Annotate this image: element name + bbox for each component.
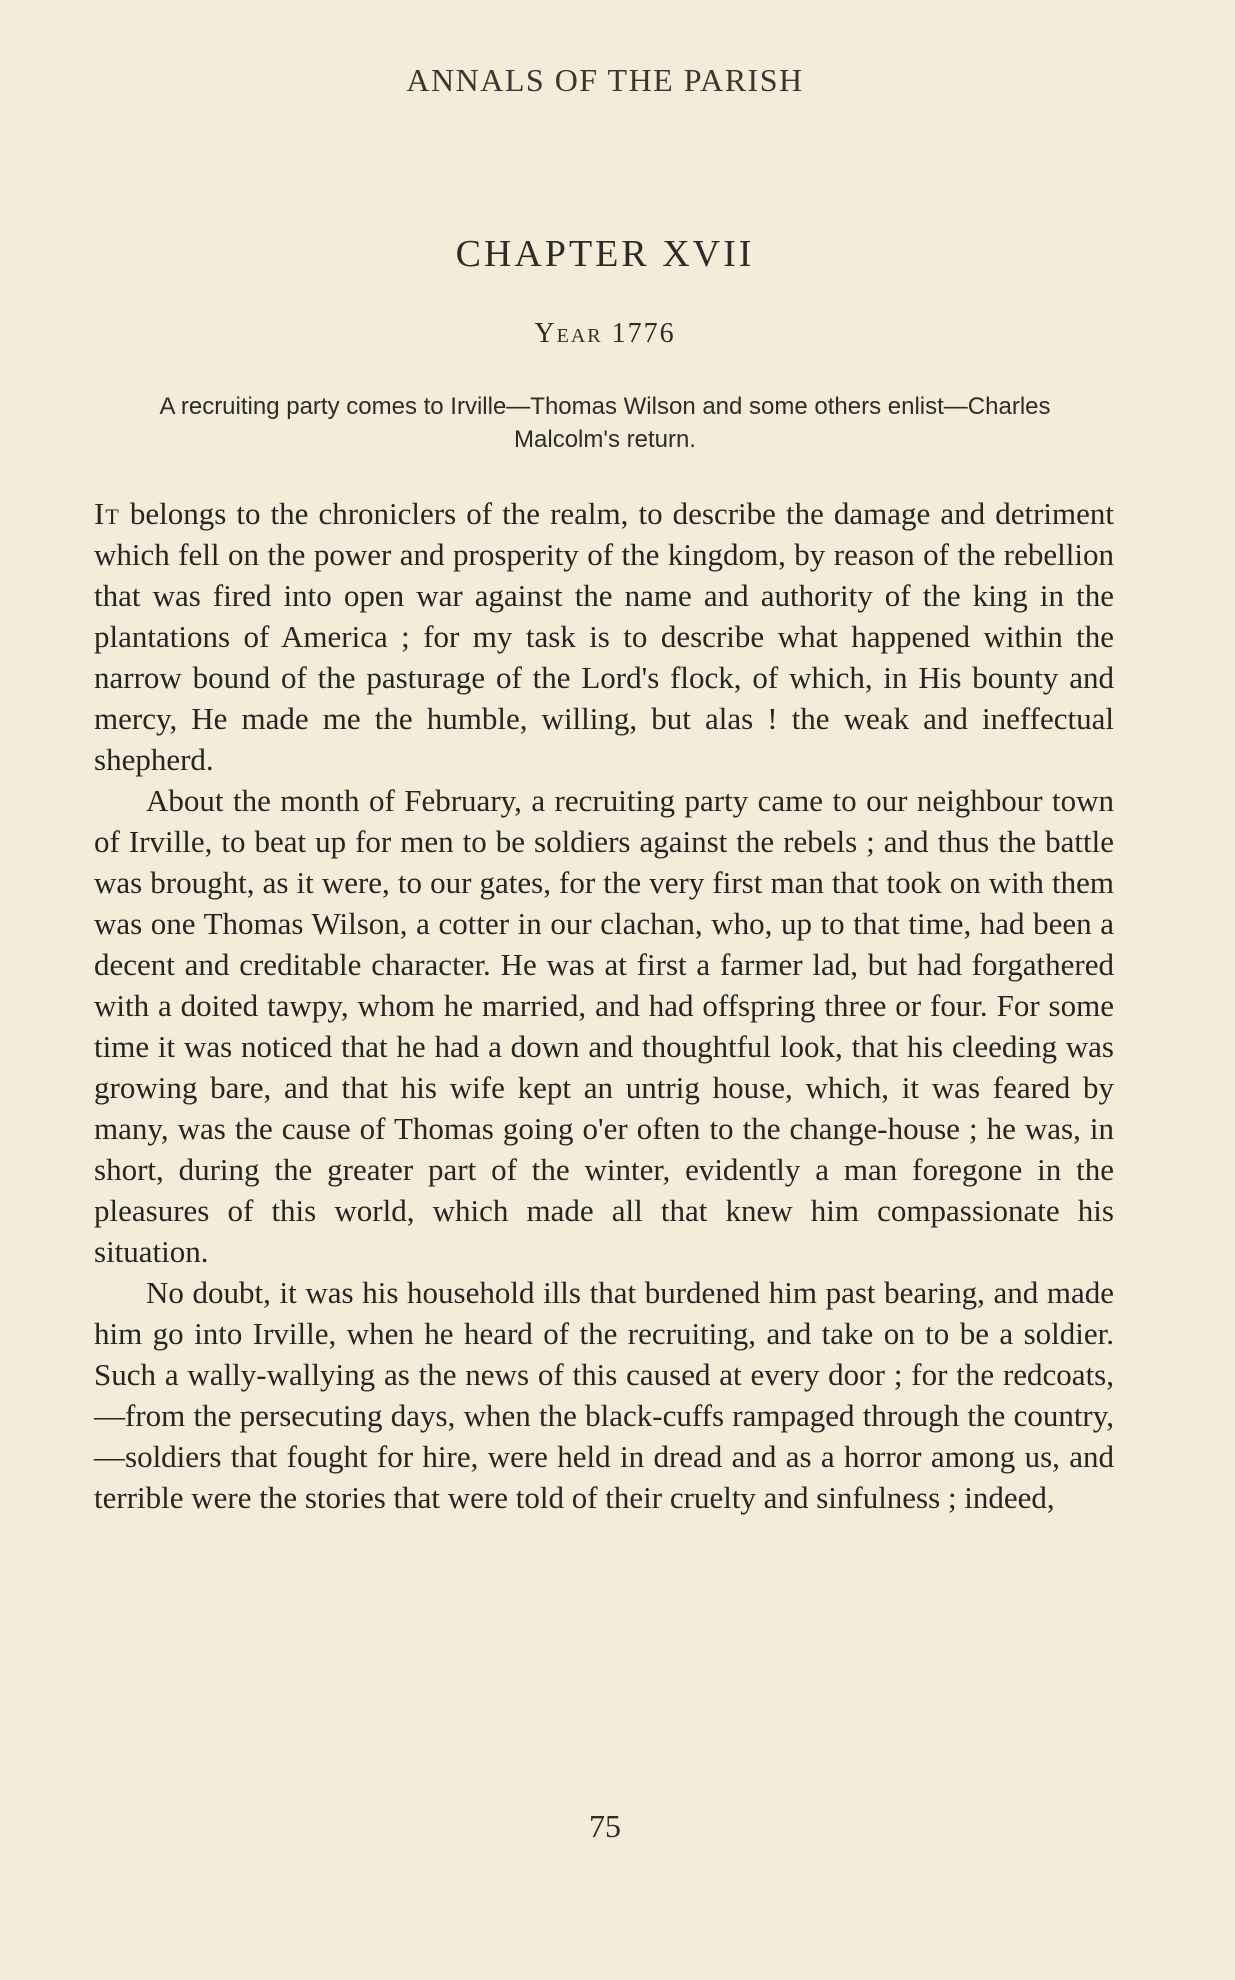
chapter-body: [94, 493, 1114, 1518]
paragraph-1-text: belongs to the chroniclers of the realm, to describe the damage and detriment which fell on the power and prosperity of the kingdom, by reason of the rebellion that was fired into open war against the name and authority of the king in the plantations of America ; for my task is to describe what happened within the narrow bound of the pasturage of the Lord's flock, of which, in His bounty and mercy, He made me the humble, willing, but alas ! the weak and ineffectual shepherd.: [94, 496, 1114, 777]
running-head: ANNALS OF THE PARISH: [406, 62, 804, 98]
chapter-synopsis: A recruiting party comes to Irville—Thomas Wilson and some others enlist—Charles Malcolm's return.: [159, 393, 1051, 453]
page-number: 75: [589, 1808, 621, 1844]
paragraph-2: About the month of February, a recruiting party came to our neighbour town of Irville, to beat up for men to be soldiers against the rebels ; and thus the battle was brought, as it were, to our gates, for the very first man that took on with them was one Thomas Wilson, a cotter in our clachan, who, up to that time, had been a decent and creditable character. He was at first a farmer lad, but had forgathered with a doited tawpy, whom he married, and had offspring three or four. For some time it was noticed that he had a down and thoughtful look, that his cleeding was growing bare, and that his wife kept an untrig house, which, it was feared by many, was the cause of Thomas going o'er often to the change-house ; he was, in short, during the greater part of the winter, evidently a man foregone in the pleasures of this world, which made all that knew him compassionate his situation.: [94, 783, 1114, 1269]
paragraph-1: [94, 493, 1114, 780]
chapter-year: Year 1776: [534, 318, 676, 349]
paragraph-3: No doubt, it was his household ills that burdened him past bearing, and made him go into Irville, when he heard of the recruiting, and take on to be a soldier. Such a wally-wallying as the news of this caused at every door ; for the redcoats,—from the persecuting days, when the black-cuffs rampaged through the country,—soldiers that fought for hire, were held in dread and as a horror among us, and terrible were the stories that were told of their cruelty and sinfulness ; indeed,: [94, 1275, 1114, 1515]
chapter-title: CHAPTER XVII: [455, 233, 755, 275]
paragraph-1-lead: It: [94, 496, 120, 531]
